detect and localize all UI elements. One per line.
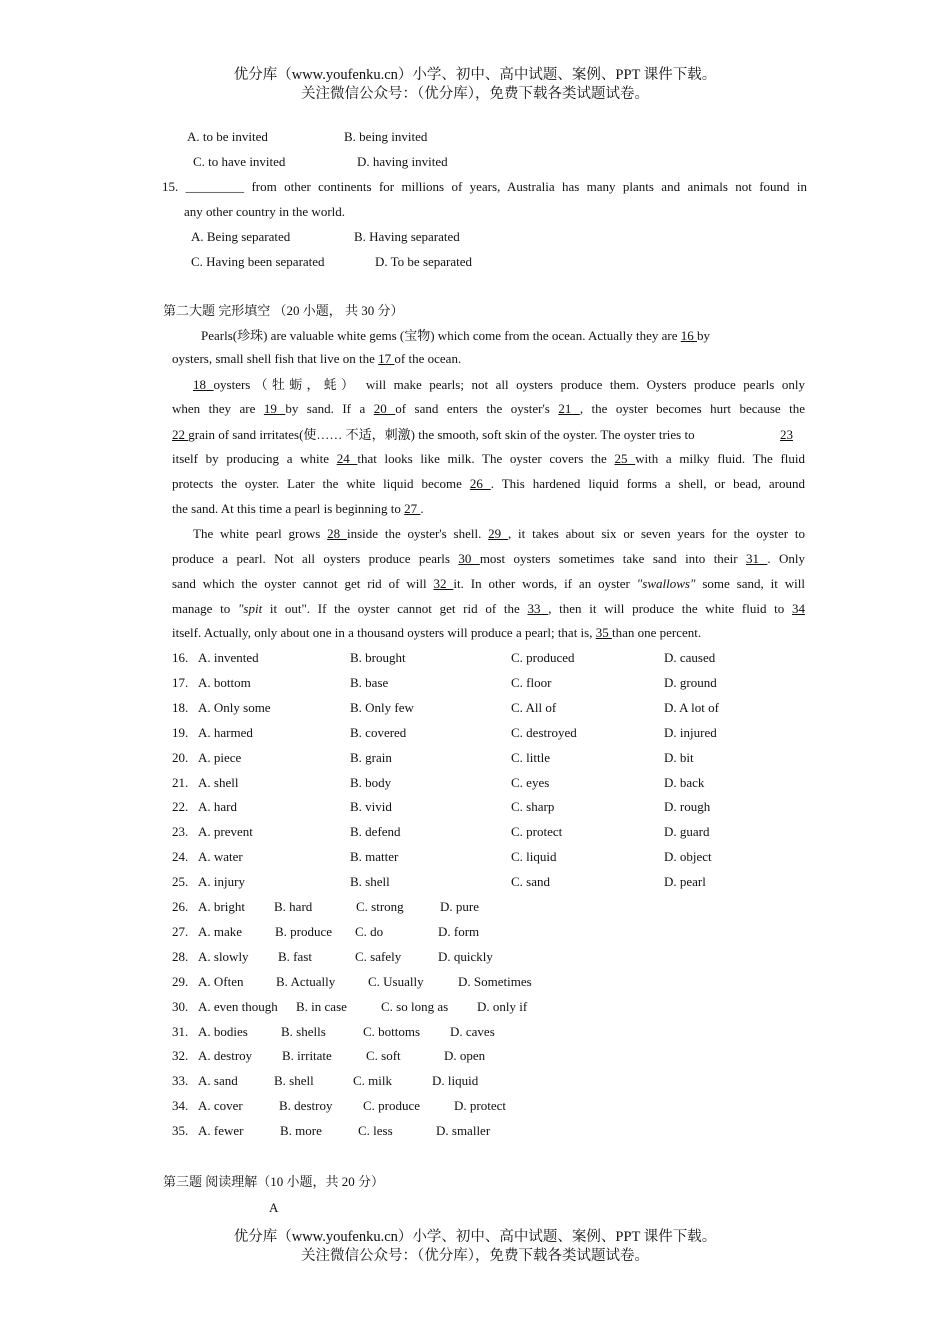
option-b: B. defend <box>350 824 401 840</box>
option-b: B. matter <box>350 849 399 865</box>
option-c: C. produced <box>511 650 575 665</box>
option-c: C. destroyed <box>511 724 577 740</box>
option-d: D. open <box>444 1048 486 1064</box>
option-c: C. strong <box>356 899 404 914</box>
option-b: B. Actually <box>276 973 336 989</box>
question-number: 34. <box>172 1098 189 1114</box>
question-number: 17. <box>172 674 189 690</box>
option-c: C. soft <box>366 1048 401 1064</box>
option-d: D. pearl <box>664 874 706 890</box>
option-b: B. shells <box>281 1023 326 1039</box>
question-number: 16. <box>172 650 189 665</box>
option-a: A. cover <box>198 1098 243 1114</box>
option-c: C. protect <box>511 824 563 840</box>
section-2-title: 第二大题 完形填空 （20 小题， 共 30 分） <box>163 303 404 318</box>
passage-p3-line-1: The white pearl grows 28 inside the oyster's shell. 29 , it takes about six or seven years for the oyster to <box>193 526 806 541</box>
question-number: 25. <box>172 874 189 890</box>
option-d: D. pure <box>440 899 479 914</box>
option-a: A. piece <box>198 749 242 765</box>
option-d: D. caused <box>664 650 716 665</box>
q14-option-a: A. to be invited <box>187 129 268 144</box>
option-b: B. shell <box>350 874 390 890</box>
header-line-2: 关注微信公众号：（优分库），免费下载各类试题试卷。 <box>301 86 649 102</box>
option-a: A. destroy <box>198 1048 253 1064</box>
option-d: D. A lot of <box>664 699 719 715</box>
blank-31: 31 <box>745 551 768 566</box>
footer-line-2: 关注微信公众号：（优分库），免费下载各类试题试卷。 <box>301 1248 649 1264</box>
option-a: A. injury <box>198 874 245 890</box>
header-line-1: 优分库（www.youfenku.cn）小学、初中、高中试题、案例、PPT 课件下载。 <box>233 67 717 83</box>
option-a: A. Only some <box>198 699 271 715</box>
q15-option-c: C. Having been separated <box>191 254 325 269</box>
option-d: D. bit <box>664 749 694 765</box>
option-c: C. little <box>511 749 550 765</box>
question-number: 27. <box>172 923 189 939</box>
option-a: A. slowly <box>198 948 249 964</box>
option-d: D. guard <box>664 824 710 840</box>
option-b: B. body <box>350 774 392 790</box>
option-b: B. shell <box>274 1073 314 1089</box>
option-a: A. prevent <box>198 824 253 840</box>
passage-p2-line-4: itself by producing a white 24 that looks like milk. The oyster covers the 25 with a milky fluid. The fluid <box>172 451 806 466</box>
blank-33: 33 <box>527 601 549 616</box>
blank-24: 24 <box>336 451 358 466</box>
option-a: A. make <box>198 923 243 939</box>
option-d: D. protect <box>454 1098 506 1114</box>
blank-35: 35 <box>595 625 612 640</box>
option-b: B. base <box>350 674 389 690</box>
question-number: 18. <box>172 699 189 715</box>
passage-p3-line-2: produce a pearl. Not all oysters produce pearls 30 most oysters sometimes take sand into their 31 . Only <box>172 551 806 566</box>
passage-a-label: A <box>269 1200 279 1215</box>
question-number: 30. <box>172 998 189 1014</box>
q15-option-d: D. To be separated <box>375 254 473 269</box>
blank-26: 26 <box>469 476 491 491</box>
option-c: C. liquid <box>511 849 557 865</box>
passage-p1-line-2: oysters, small shell fish that live on the 17 of the ocean. <box>172 351 462 366</box>
question-number: 22. <box>172 799 189 815</box>
question-number: 19. <box>172 724 189 740</box>
option-c: C. Usually <box>368 973 424 989</box>
option-b: B. in case <box>296 998 347 1014</box>
option-c: C. eyes <box>511 774 550 790</box>
option-b: B. brought <box>350 650 406 665</box>
option-a: A. harmed <box>198 724 253 740</box>
option-a: A. invented <box>198 650 259 665</box>
option-c: C. sharp <box>511 799 555 815</box>
option-d: D. quickly <box>438 948 493 964</box>
option-b: B. fast <box>278 948 312 964</box>
passage-p2-line-5: protects the oyster. Later the white liquid become 26 . This hardened liquid forms a shell, or bead, around <box>172 476 805 491</box>
q14-option-b: B. being invited <box>344 129 428 144</box>
option-a: A. even though <box>198 998 278 1014</box>
option-a: A. bodies <box>198 1023 248 1039</box>
blank-20: 20 <box>373 401 396 416</box>
option-d: D. back <box>664 774 705 790</box>
passage-p1-line-1: Pearls(珍珠) are valuable white gems (宝物) which come from the ocean. Actually they are 16 by <box>201 328 710 343</box>
passage-p2-line-6: the sand. At this time a pearl is beginning to 27 . <box>172 501 424 516</box>
blank-23: 23 <box>780 427 793 442</box>
footer-line-1: 优分库（www.youfenku.cn）小学、初中、高中试题、案例、PPT 课件下载。 <box>233 1229 717 1245</box>
option-d: D. rough <box>664 799 711 815</box>
passage-p2-line-1: 18 oysters（牡蛎，蚝） will make pearls; not all oysters produce them. Oysters produce pearls only <box>193 377 805 392</box>
q14-option-c: C. to have invited <box>193 154 286 169</box>
option-a: A. hard <box>198 799 237 815</box>
blank-32: 32 <box>433 576 454 591</box>
option-b: B. covered <box>350 724 407 740</box>
option-a: A. fewer <box>198 1123 244 1139</box>
option-c: C. bottoms <box>363 1023 421 1039</box>
option-b: B. more <box>280 1123 322 1139</box>
blank-17: 17 <box>378 351 395 366</box>
option-a: A. bright <box>198 899 245 914</box>
blank-25: 25 <box>614 451 636 466</box>
question-number: 24. <box>172 849 189 865</box>
blank-16: 16 <box>680 328 697 343</box>
option-b: B. irritate <box>282 1048 332 1064</box>
passage-p2-line-3: 22 grain of sand irritates(使…… 不适，刺激) the smooth, soft skin of the oyster. The oyster tries to <box>172 427 695 442</box>
question-number: 35. <box>172 1123 189 1139</box>
option-d: D. form <box>438 923 480 939</box>
option-c: C. sand <box>511 874 550 890</box>
blank-22: 22 <box>172 427 189 442</box>
question-number: 21. <box>172 774 189 790</box>
option-d: D. only if <box>477 998 528 1014</box>
blank-19: 19 <box>263 401 286 416</box>
passage-p3-line-3: sand which the oyster cannot get rid of will 32 it. In other words, if an oyster "swallows" some sand, it will <box>172 576 806 591</box>
q15-option-a: A. Being separated <box>191 229 291 244</box>
section-3-title: 第三题 阅读理解（10 小题，共 20 分） <box>163 1174 385 1189</box>
passage-p2-line-2: when they are 19 by sand. If a 20 of sand enters the oyster's 21 , the oyster becomes hurt because the <box>172 401 806 416</box>
question-number: 23. <box>172 824 189 840</box>
blank-18: 18 <box>193 377 214 392</box>
option-c: C. produce <box>363 1098 421 1114</box>
blank-30: 30 <box>458 551 480 566</box>
option-c: C. floor <box>511 674 552 690</box>
question-number: 28. <box>172 948 189 964</box>
option-a: A. water <box>198 849 243 865</box>
question-number: 26. <box>172 899 189 914</box>
question-number: 29. <box>172 973 189 989</box>
option-d: D. ground <box>664 674 717 690</box>
option-d: D. liquid <box>432 1073 479 1089</box>
q15-stem-line-1: 15. _________ from other continents for millions of years, Australia has many plants and animals not found in <box>162 179 808 194</box>
option-a: A. shell <box>198 774 239 790</box>
option-b: B. destroy <box>279 1098 333 1114</box>
option-d: D. smaller <box>436 1123 491 1139</box>
blank-27: 27 <box>404 501 421 516</box>
option-d: D. object <box>664 849 712 865</box>
option-c: C. safely <box>355 948 402 964</box>
option-d: D. caves <box>450 1023 495 1039</box>
option-c: C. do <box>355 923 384 939</box>
question-number: 32. <box>172 1048 189 1064</box>
passage-p3-line-5: itself. Actually, only about one in a thousand oysters will produce a pearl; that is, 35 than one percent. <box>172 625 702 640</box>
question-number: 33. <box>172 1073 189 1089</box>
option-a: A. sand <box>198 1073 238 1089</box>
blank-34: 34 <box>792 601 805 616</box>
option-b: B. grain <box>350 749 392 765</box>
q15-stem-line-2: any other country in the world. <box>184 204 346 219</box>
question-number: 20. <box>172 749 189 765</box>
passage-blank-23 <box>780 426 793 444</box>
option-c: C. so long as <box>381 998 449 1014</box>
passage-p3-line-4: manage to "spit it out". If the oyster cannot get rid of the 33 , then it will produce the white fluid to 34 <box>172 601 805 616</box>
blank-21: 21 <box>558 401 580 416</box>
option-a: A. Often <box>198 973 244 989</box>
option-c: C. less <box>358 1123 393 1139</box>
option-d: D. injured <box>664 724 717 740</box>
option-b: B. produce <box>275 923 333 939</box>
blank-29: 29 <box>488 526 508 541</box>
option-c: C. All of <box>511 699 557 715</box>
q14-option-d: D. having invited <box>357 154 448 169</box>
option-b: B. vivid <box>350 799 392 815</box>
option-b: B. Only few <box>350 699 414 715</box>
blank-28: 28 <box>327 526 347 541</box>
option-a: A. bottom <box>198 674 251 690</box>
option-d: D. Sometimes <box>458 973 532 989</box>
q15-option-b: B. Having separated <box>354 229 460 244</box>
option-c: C. milk <box>353 1073 393 1089</box>
question-number: 31. <box>172 1023 189 1039</box>
option-b: B. hard <box>274 899 313 914</box>
